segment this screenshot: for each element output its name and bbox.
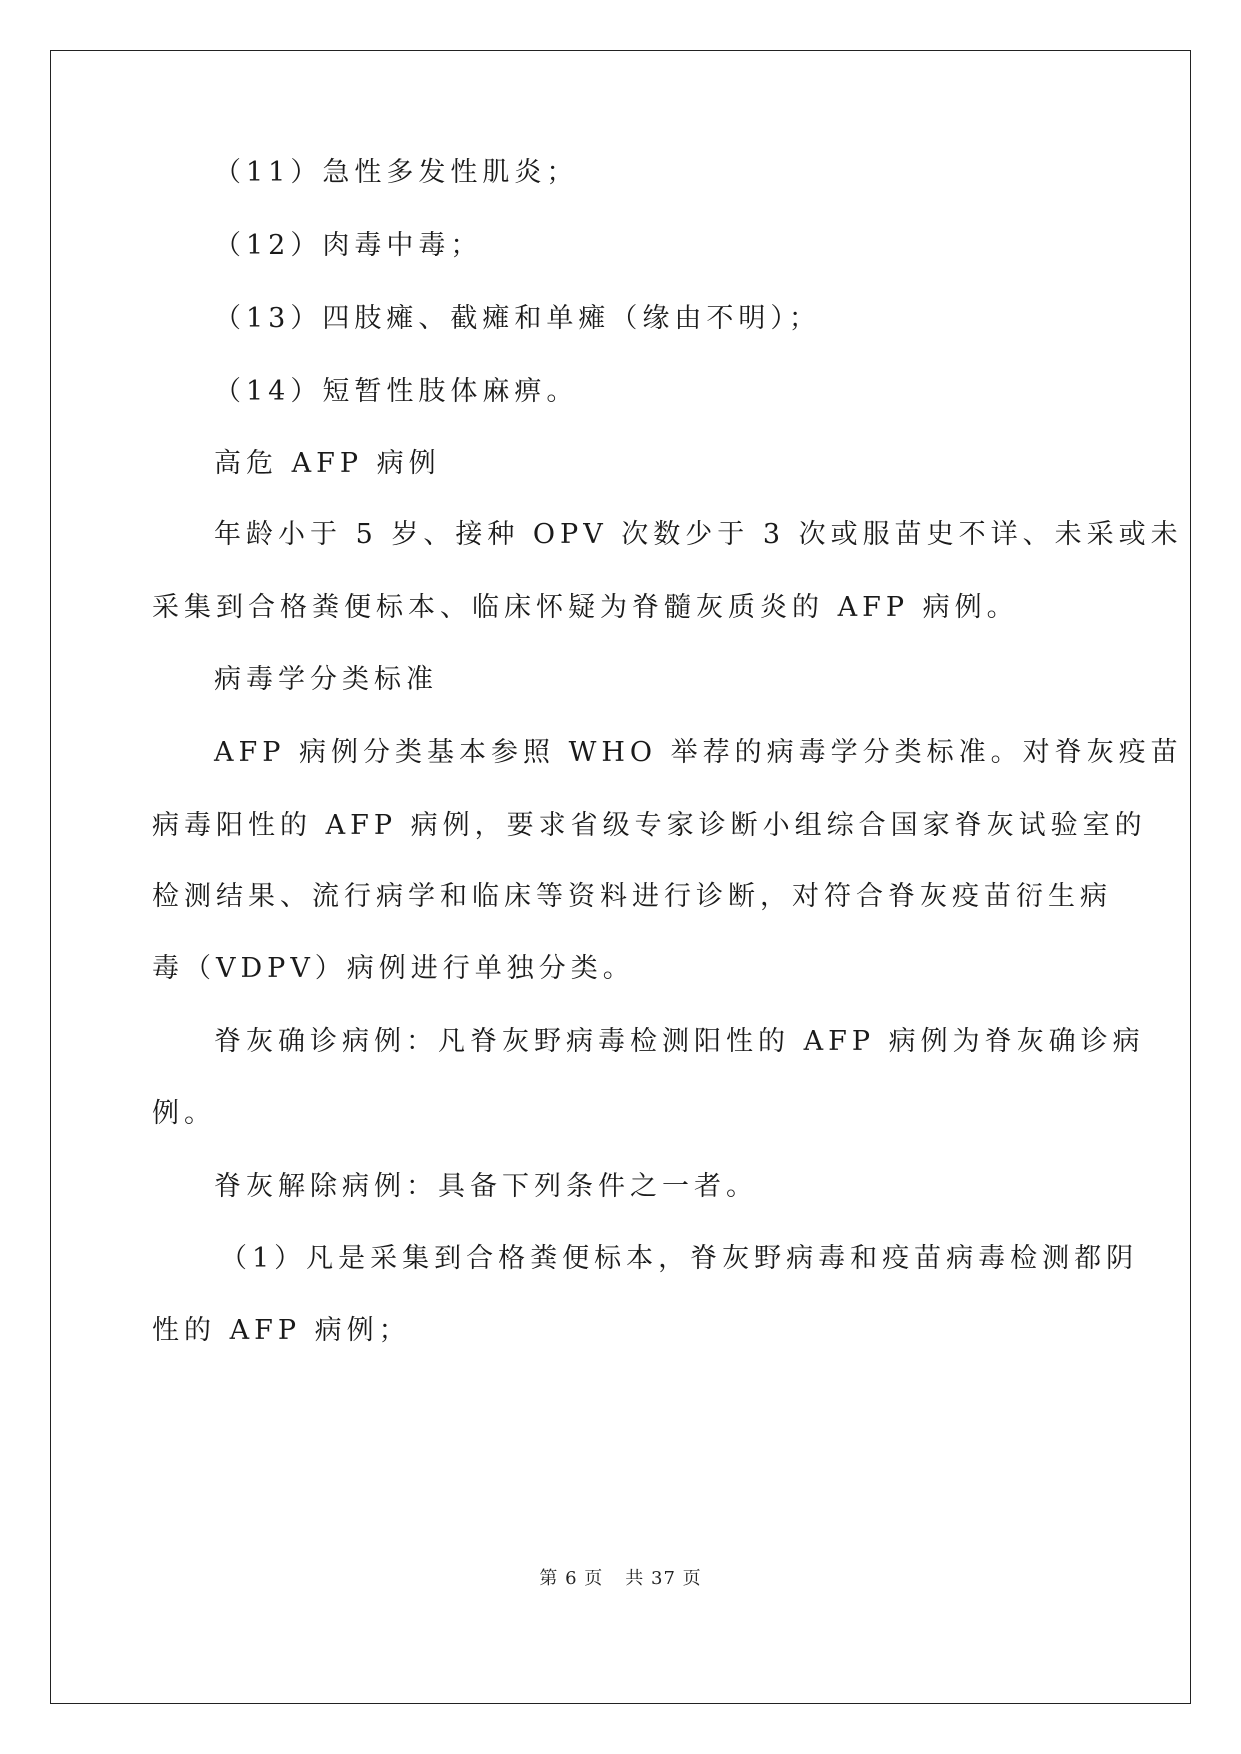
paragraph-virology-line-1: AFP 病例分类基本参照 WHO 举荐的病毒学分类标准。对脊灰疫苗: [214, 737, 1183, 768]
paragraph-virology-line-4: 毒（VDPV）病例进行单独分类。: [152, 953, 635, 984]
paragraph-high-risk-line-2: 采集到合格粪便标本、临床怀疑为脊髓灰质炎的 AFP 病例。: [152, 592, 1019, 623]
paragraph-confirmed-line-2: 例。: [152, 1098, 216, 1129]
page-border: [50, 50, 1191, 1704]
list-item-11: （11）急性多发性肌炎；: [214, 157, 579, 188]
list-item-14: （14）短暂性肢体麻痹。: [214, 376, 579, 407]
paragraph-confirmed-line-1: 脊灰确诊病例：凡脊灰野病毒检测阳性的 AFP 病例为脊灰确诊病: [214, 1026, 1145, 1057]
total-pages: 共 37 页: [625, 1568, 702, 1589]
page-number: 第 6 页: [539, 1568, 604, 1589]
paragraph-high-risk-line-1: 年龄小于 5 岁、接种 OPV 次数少于 3 次或服苗史不详、未采或未: [214, 519, 1183, 550]
paragraph-excluded: 脊灰解除病例：具备下列条件之一者。: [214, 1171, 758, 1202]
list-item-12: （12）肉毒中毒；: [214, 230, 483, 261]
paragraph-virology-line-2: 病毒阳性的 AFP 病例，要求省级专家诊断小组综合国家脊灰试验室的: [152, 810, 1147, 841]
condition-1-line-2: 性的 AFP 病例；: [152, 1315, 411, 1346]
condition-1-line-1: （1）凡是采集到合格粪便标本，脊灰野病毒和疫苗病毒检测都阴: [220, 1243, 1139, 1274]
list-item-13: （13）四肢瘫、截瘫和单瘫（缘由不明）；: [214, 303, 821, 334]
section-heading-high-risk: 高危 AFP 病例: [214, 448, 441, 479]
section-heading-virology: 病毒学分类标准: [214, 664, 438, 695]
paragraph-virology-line-3: 检测结果、流行病学和临床等资料进行诊断，对符合脊灰疫苗衍生病: [152, 881, 1112, 912]
page-footer: [0, 1564, 1241, 1590]
